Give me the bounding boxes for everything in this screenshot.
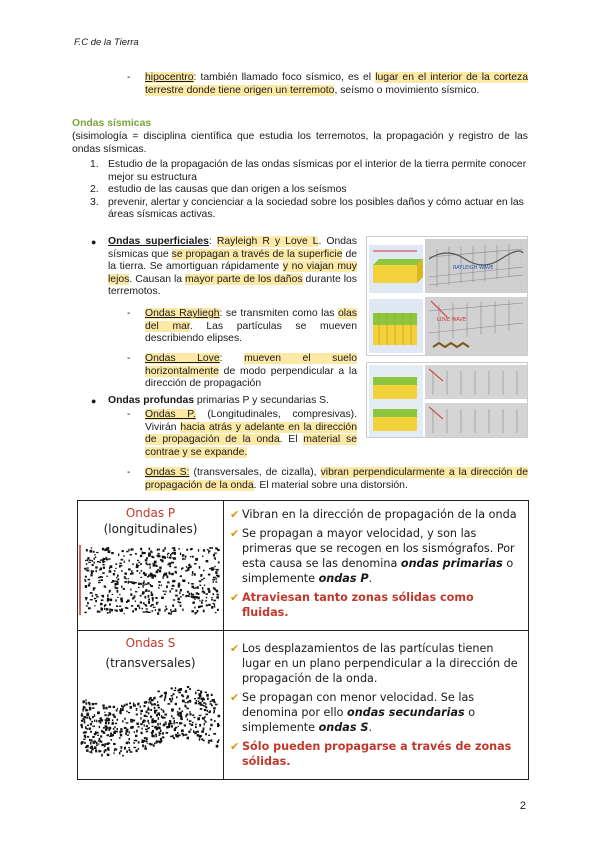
s-waves-item: - Ondas S: (transversales, de cizalla), vibran perpendicularmente a la dirección de propagación de la onda. El material sobre una distorsión.	[127, 467, 528, 491]
rayleigh-item: - Ondas Rayliegh: se transmiten como las olas del mar. Las partículas se mueven describiendo elipses.	[127, 308, 357, 345]
check-icon: ✔	[230, 691, 240, 704]
p-waves-title: Ondas P	[125, 506, 176, 520]
section-title: Ondas sísmicas	[72, 118, 152, 129]
love-item: - Ondas Love: mueven el suelo horizontalmente de modo perpendicular a la dirección de propagación	[127, 353, 357, 390]
list-item: ✔ Se propagan a mayor velocidad, y son las primeras que se recogen en los sismógrafos. Por esta causa se las denomina ondas primarias o simplemente ondas P.	[230, 527, 515, 585]
check-icon: ✔	[230, 591, 240, 604]
list-item: ✔ Atraviesan tanto zonas sólidas como fluidas.	[230, 591, 474, 619]
numbered-list	[90, 159, 528, 222]
page-number: 2	[519, 800, 526, 812]
list-item: ✔ Los desplazamientos de las partículas tienen lugar en un plano perpendicular a la dirección de propagación de la onda.	[230, 642, 518, 685]
s-waves-title: Ondas S	[125, 636, 176, 650]
surface-waves-item: ● Ondas superficiales: Rayleigh R y Love L. Ondas sísmicas que se propagan a través de la superficie de la tierra. Se amortiguan rápidamente y no viajan muy lejos. Causan la mayor parte de los daños durante los terremotos.	[91, 236, 357, 298]
p-waves-description-cell	[224, 501, 529, 631]
p-waves-subtitle: (longitudinales)	[103, 522, 198, 536]
bullet-dot: ●	[91, 237, 97, 247]
table-row	[78, 501, 529, 631]
table-row	[78, 631, 529, 780]
document-header: F.C de la Tierra	[74, 37, 139, 48]
love-wave-label: LOVE WAVE	[437, 317, 466, 323]
surface-waves-figure	[366, 236, 528, 356]
p-waves-item: - Ondas P. (Longitudinales, compresivas). Vivirán hacia atrás y adelante en la dirección de propagación de la onda. El material se contrae y se expande.	[127, 409, 357, 458]
list-item: ✔ Vibran en la dirección de propagación de la onda	[230, 508, 517, 521]
list-item: ✔ Sólo pueden propagarse a través de zonas sólidas.	[230, 740, 512, 768]
list-item: 1. Estudio de la propagación de las ondas sísmicas por el interior de la tierra permite conocer mejor su estructura	[90, 159, 527, 183]
waves-comparison-table	[77, 500, 529, 780]
section-intro: (sisimología = disciplina científica que estudia los terremotos, la propagación y registro de las ondas sísmicas.	[72, 131, 528, 155]
term-hipocentro: hipocentro	[145, 72, 194, 83]
hipocentro-highlight: lugar en el interior de la corteza terrestre donde tiene origen un terremoto	[145, 72, 528, 96]
p-waves-label-cell	[78, 501, 224, 631]
p-wave-particle-pattern	[78, 545, 222, 615]
body-waves-figure	[366, 362, 528, 438]
hipocentro-item: - hipocentro: también llamado foco sísmico, es el lugar en el interior de la corteza terrestre donde tiene origen un terremoto, seísmo o movimiento sísmico.	[127, 72, 528, 96]
check-icon: ✔	[230, 740, 240, 753]
deep-waves-item: ● Ondas profundas primarias P y secundarias S.	[91, 395, 329, 406]
s-wave-particle-pattern	[78, 685, 222, 757]
list-item: ✔ Se propagan con menor velocidad. Se las denomina por ello ondas secundarias o simplemente ondas S.	[230, 691, 476, 734]
rayleigh-wave-label: RAYLEIGH WAVE	[453, 265, 494, 271]
dash-bullet: -	[127, 72, 131, 83]
body-waves-illustration	[367, 363, 528, 438]
check-icon: ✔	[230, 527, 240, 540]
list-item: 2. estudio de las causas que dan origen a los seísmos	[90, 184, 347, 196]
s-waves-subtitle: (transversales)	[105, 656, 196, 670]
list-item: 3. prevenir, alertar y concienciar a la sociedad sobre los posibles daños y cómo actuar en las áreas sísmicas activas.	[90, 196, 524, 221]
surface-waves-illustration	[367, 237, 528, 356]
s-waves-label-cell	[78, 631, 224, 780]
s-waves-description-cell	[224, 631, 529, 780]
check-icon: ✔	[230, 642, 240, 655]
check-icon: ✔	[230, 508, 240, 521]
